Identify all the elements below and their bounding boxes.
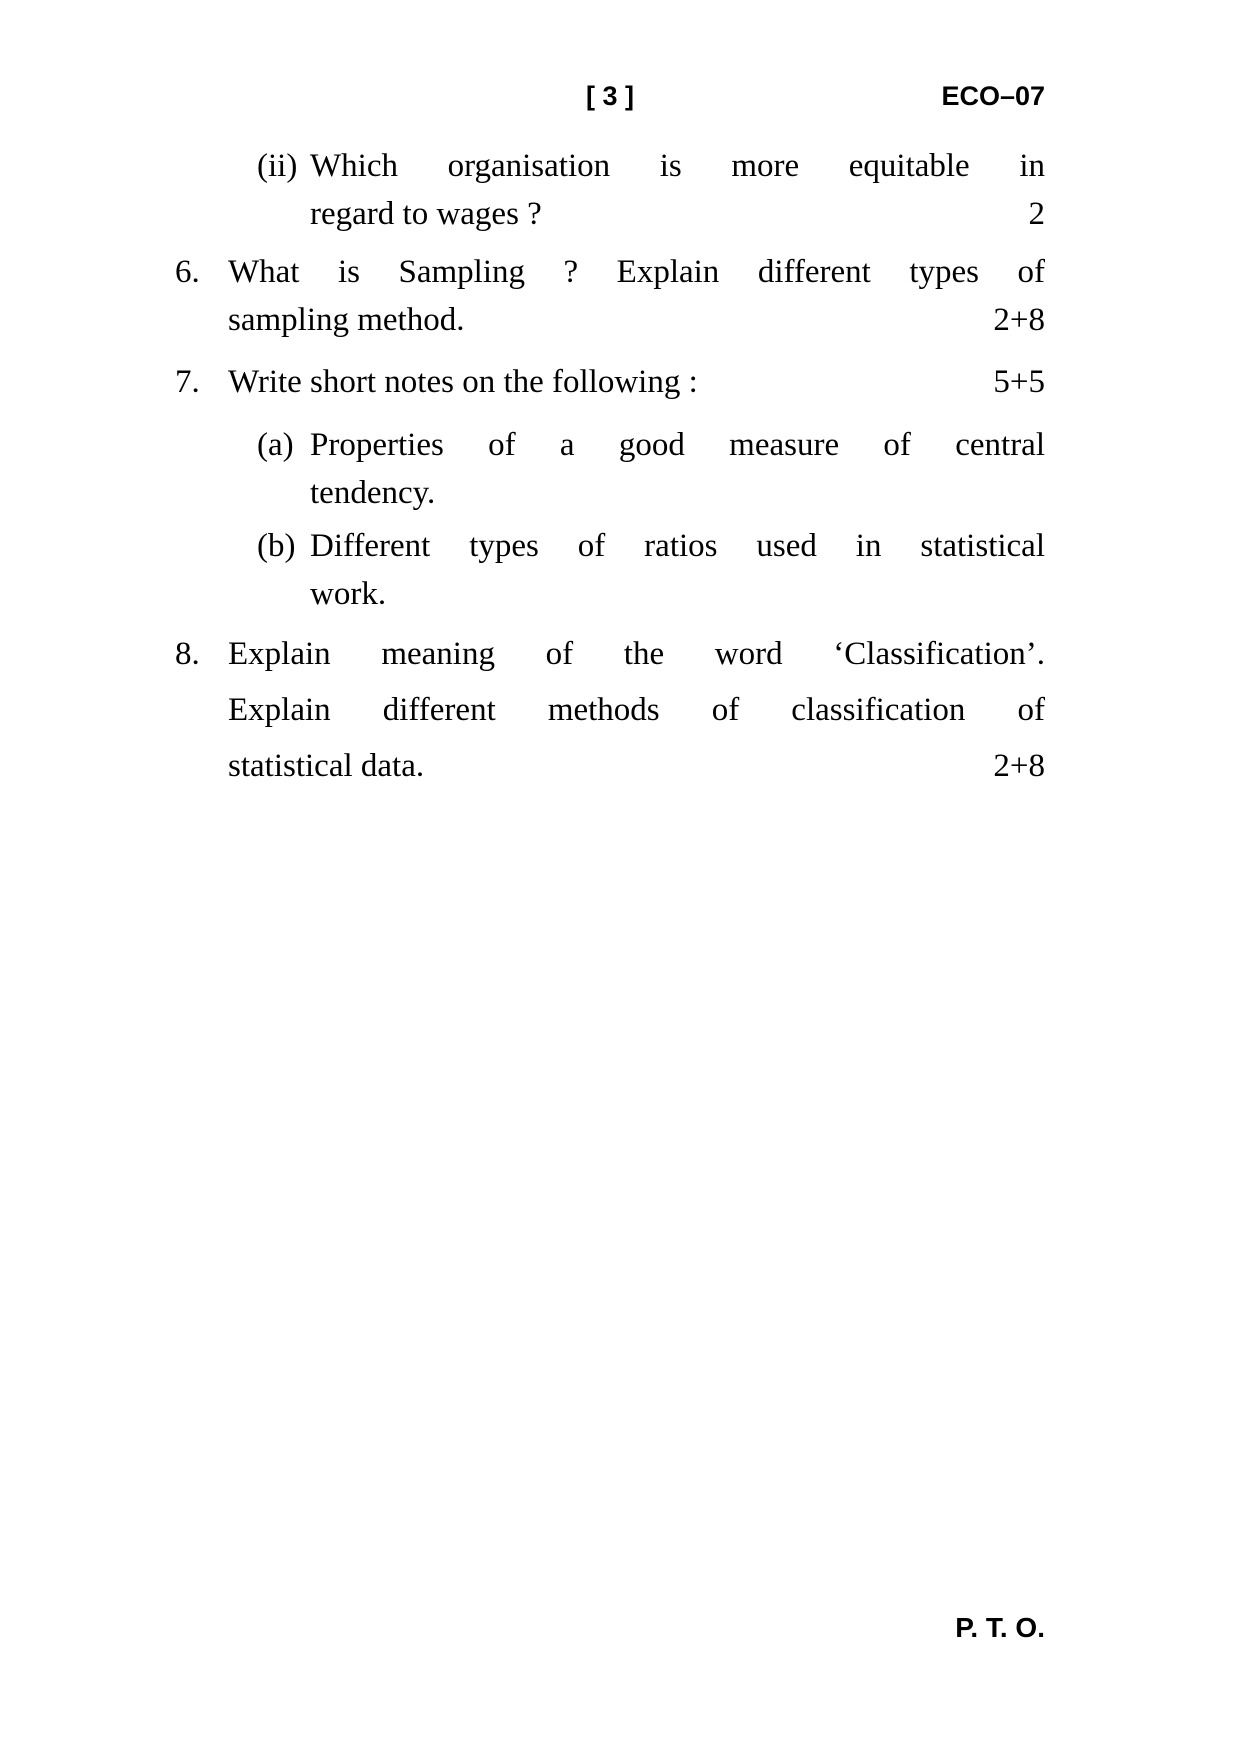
marks-value: 2+8 — [993, 748, 1045, 784]
question-text-line: regard to wages ? — [310, 196, 542, 232]
marks-value: 2+8 — [993, 302, 1045, 338]
question-text-line: statistical data. — [228, 748, 425, 784]
question-text-line: Write short notes on the following : — [228, 364, 698, 400]
question-text-line: Explain different methods of classification of — [228, 692, 1045, 728]
question-text-line: What is Sampling ? Explain different types of — [228, 254, 1045, 290]
subquestion-7b — [175, 522, 1045, 618]
question-6 — [175, 248, 1045, 344]
question-text-line: Properties of a good measure of central — [310, 427, 1045, 463]
question-number: 7. — [175, 364, 200, 400]
question-text-line: Different types of ratios used in statistical — [310, 528, 1045, 564]
marks-value: 5+5 — [993, 364, 1045, 400]
question-text-line: sampling method. — [228, 302, 465, 338]
question-text-line: Explain meaning of the word ‘Classification’. — [228, 636, 1045, 672]
subquestion-label: (a) — [257, 427, 294, 463]
pto-note: P. T. O. — [955, 1612, 1045, 1643]
subquestion-7a — [175, 421, 1045, 517]
question-8 — [175, 626, 1045, 794]
questions-area — [175, 142, 1045, 794]
question-number: 6. — [175, 254, 200, 290]
subquestion-label: (b) — [257, 528, 296, 564]
question-text-line: work. — [310, 576, 387, 612]
subquestion-label: (ii) — [257, 148, 298, 184]
question-7 — [175, 358, 1045, 406]
question-number: 8. — [175, 636, 200, 672]
question-text-line: Which organisation is more equitable in — [310, 148, 1045, 184]
subquestion-ii — [175, 142, 1045, 238]
paper-code: ECO–07 — [941, 81, 1045, 111]
page-header — [175, 78, 1045, 114]
marks-value: 2 — [1028, 196, 1045, 232]
page-number: [ 3 ] — [585, 81, 634, 111]
question-text-line: tendency. — [310, 475, 436, 511]
